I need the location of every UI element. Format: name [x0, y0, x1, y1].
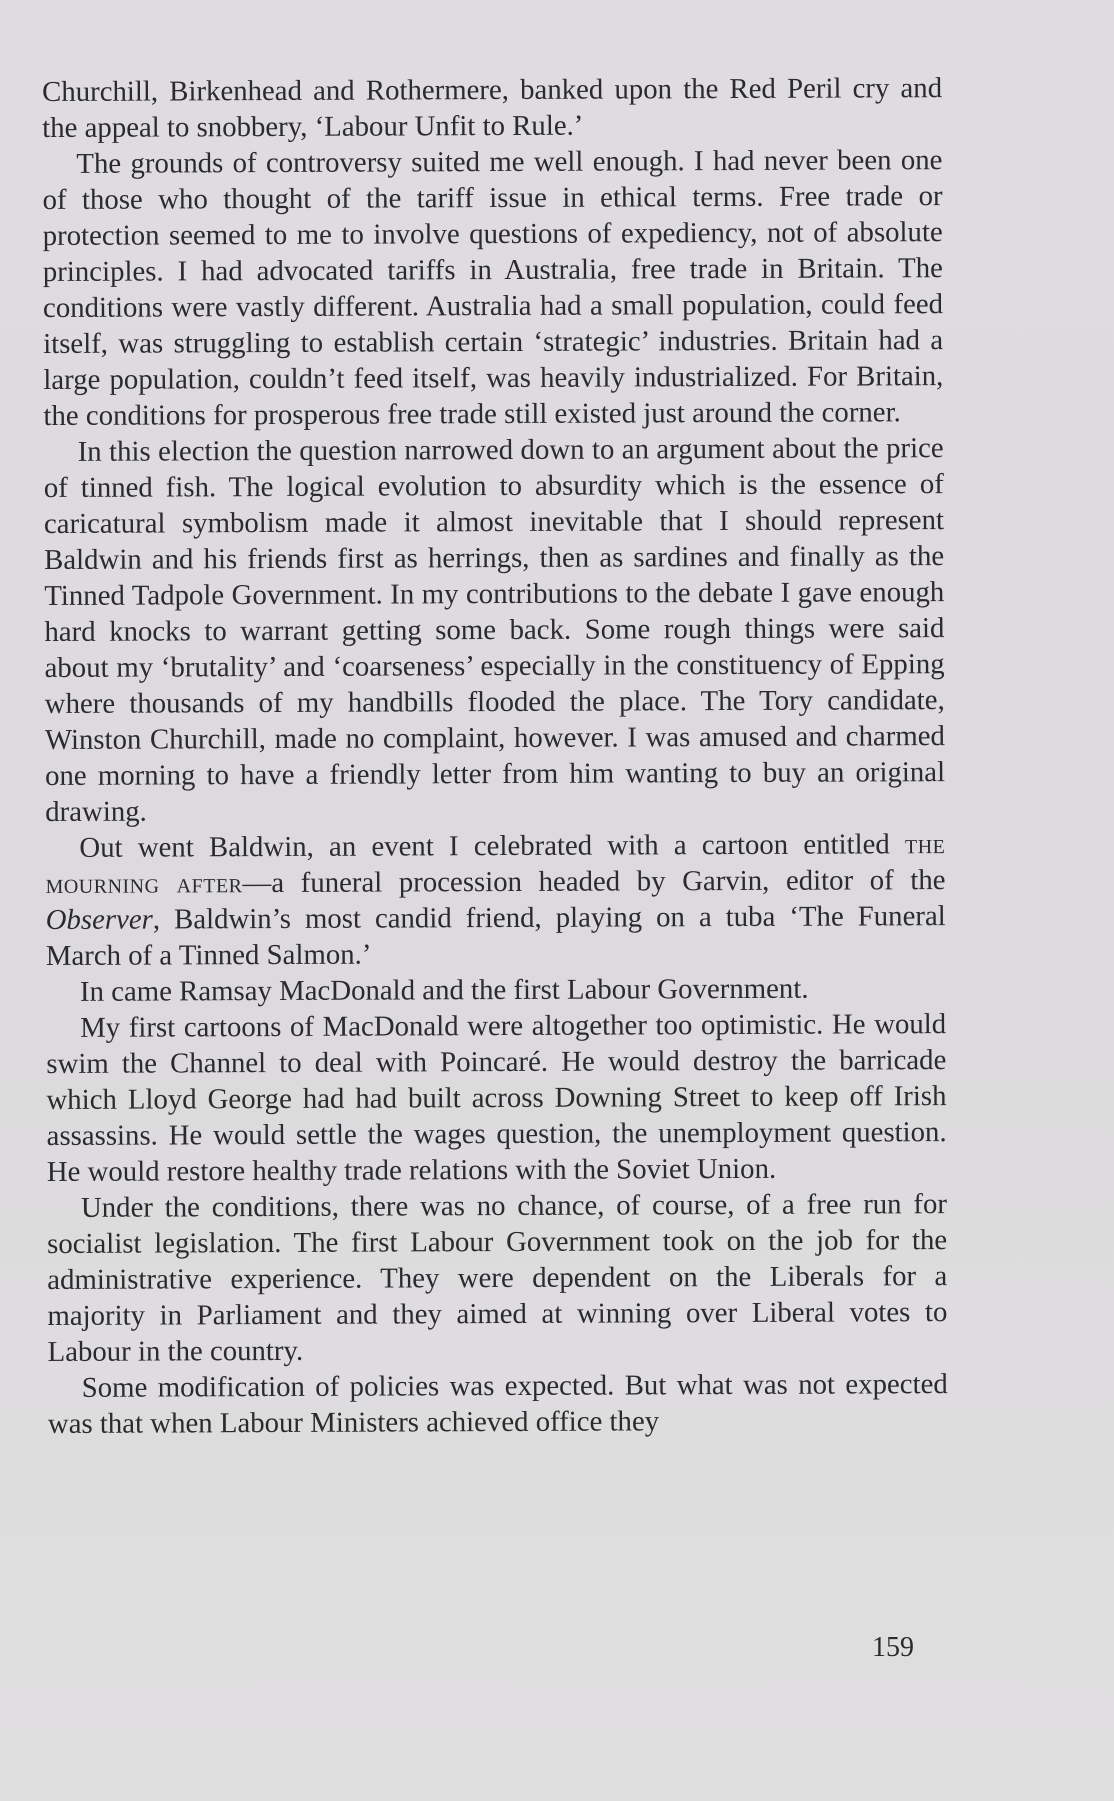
paragraph: Some modification of policies was expected. But what was not expected was that when Labour Ministers achieved office they [47, 1368, 948, 1440]
page-number: 159 [872, 1632, 914, 1663]
publication-title: Observer [45, 903, 153, 936]
cartoon-title: the mourning after [45, 828, 946, 900]
paragraph: Churchill, Birkenhead and Rothermere, banked upon the Red Peril cry and the appeal to snobbery, ‘Labour Unfit to Rule.’ [42, 72, 943, 144]
paragraph: The grounds of controversy suited me well enough. I had never been one of those who thought of the tariff issue in ethical terms. Free trade or protection seemed to me to involve questions of expediency, not of absolute principles. I had advocated tariffs in Australia, free trade in Britain. The conditions were vastly different. Australia had a small population, could feed itself, was struggling to establish certain ‘strategic’ industries. Britain had a large population, couldn’t feed itself, was heavily industrialized. For Britain, the conditions for prosperous free trade still existed just around the corner. [42, 144, 944, 432]
text-run: , Baldwin’s most candid friend, playing on a tuba ‘The Funeral March of a Tinned Salmon.’ [45, 900, 946, 972]
paragraph-mourning-after [45, 826, 946, 974]
paragraph: In this election the question narrowed down to an argument about the price of tinned fish. The logical evolution to absurdity which is the essence of caricatural symbolism made it almost inevitable that I should represent Baldwin and his friends first as herrings, then as sardines and finally as the Tinned Tadpole Government. In my contributions to the debate I gave enough hard knocks to warrant getting some back. Some rough things were said about my ‘brutality’ and ‘coarseness’ especially in the constituency of Epping where thousands of my handbills flooded the place. The Tory candidate, Winston Churchill, made no complaint, however. I was amused and charmed one morning to have a friendly letter from him wanting to buy an original drawing. [43, 432, 946, 828]
text-run: —a funeral procession headed by Garvin, editor of the [242, 864, 946, 900]
text-run: Out went Baldwin, an event I celebrated with a cartoon entitled [79, 828, 906, 864]
body-text [42, 70, 948, 1442]
paragraph: My first cartoons of MacDonald were altogether too optimistic. He would swim the Channel to deal with Poincaré. He would destroy the barricade which Lloyd George had had built across Downing Street to keep off Irish assassins. He would settle the wages question, the unemployment question. He would restore healthy trade relations with the Soviet Union. [46, 1008, 947, 1188]
paragraph: In came Ramsay MacDonald and the first Labour Government. [79, 972, 809, 1008]
paragraph: Under the conditions, there was no chance, of course, of a free run for socialist legislation. The first Labour Government took on the job for the administrative experience. They were dependent on the Liberals for a majority in Parliament and they aimed at winning over Liberal votes to Labour in the country. [47, 1188, 948, 1368]
